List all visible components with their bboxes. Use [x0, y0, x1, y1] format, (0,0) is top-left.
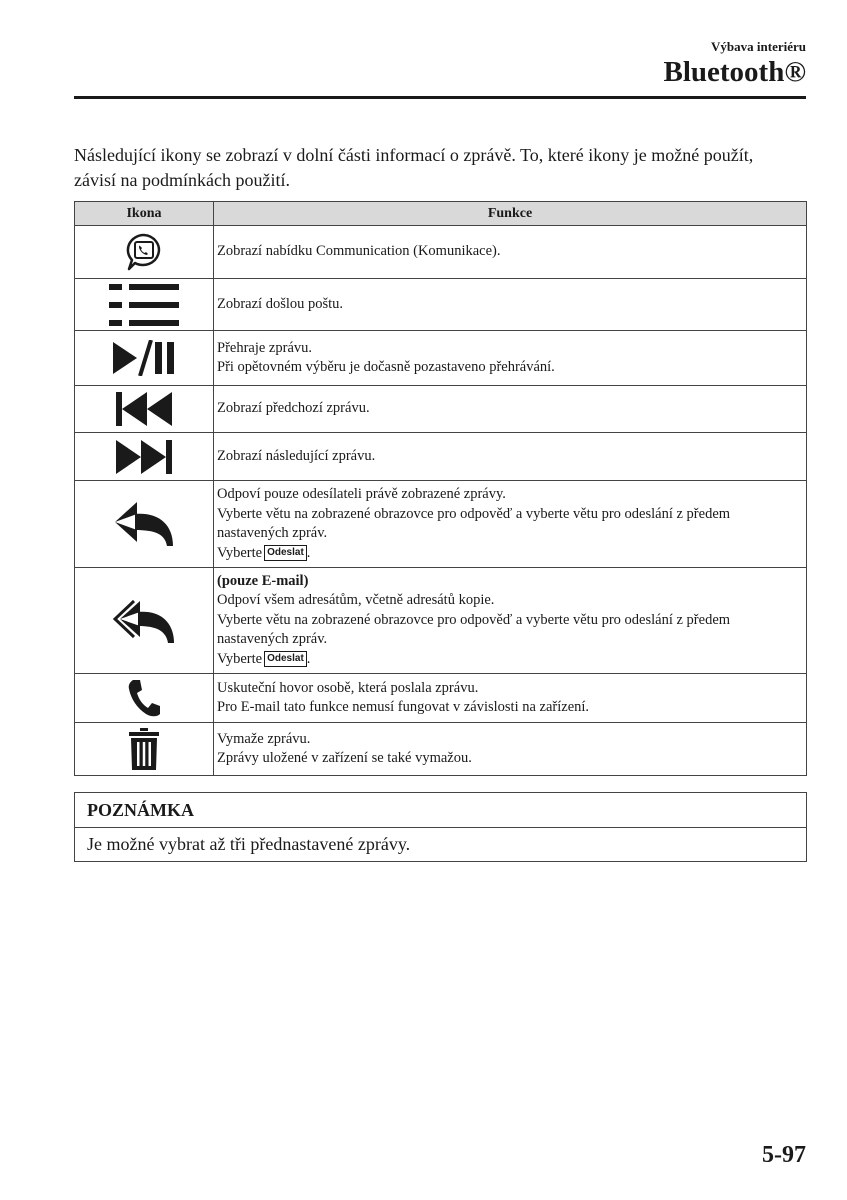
function-text: Přehraje zprávu.: [217, 339, 313, 356]
table-row: [75, 723, 807, 776]
icon-cell: [75, 433, 214, 481]
icon-cell: [75, 568, 214, 674]
icon-cell: [75, 723, 214, 776]
function-text: Zobrazí došlou poštu.: [217, 295, 344, 312]
reply-all-icon: [112, 599, 176, 643]
function-cell: [214, 331, 807, 386]
function-cell: [214, 386, 807, 433]
note-box: [74, 792, 807, 862]
table-row: [75, 433, 807, 481]
function-cell: [214, 279, 807, 331]
select-prefix: Vyberte: [217, 650, 263, 667]
select-prefix: Vyberte: [217, 544, 263, 561]
function-cell: [214, 433, 807, 481]
function-cell: [214, 723, 807, 776]
icon-cell: [75, 331, 214, 386]
icon-cell: [75, 481, 214, 568]
function-text: Zobrazí nabídku Communication (Komunikace).: [217, 243, 501, 260]
column-header-icon: Ikona: [75, 202, 214, 226]
page-title: Bluetooth®: [663, 56, 806, 88]
icon-cell: [75, 386, 214, 433]
section-label: Výbava interiéru: [711, 39, 806, 54]
reply-icon: [113, 502, 175, 546]
function-cell: [214, 568, 807, 674]
send-button: Odeslat: [264, 651, 307, 667]
page-number: 5-97: [762, 1142, 806, 1168]
table-row: [75, 386, 807, 433]
select-line: [217, 650, 800, 670]
inbox-list-icon: [109, 284, 179, 326]
icon-cell: [75, 226, 214, 279]
phone-icon: [127, 679, 161, 717]
function-cell: [214, 226, 807, 279]
function-text: Zprávy uložené v zařízení se také vymažou.: [217, 750, 472, 766]
table-row: [75, 226, 807, 279]
next-icon: [116, 440, 172, 474]
table-row: [75, 568, 807, 674]
function-text: Při opětovném výběru je dočasně pozastaveno přehrávání.: [217, 359, 555, 375]
function-text: Odpoví všem adresátům, včetně adresátů kopie.: [217, 592, 495, 609]
function-text: Zobrazí předchozí zprávu.: [217, 400, 370, 417]
table-header-row: [75, 202, 807, 226]
table-row: [75, 279, 807, 331]
column-header-function: Funkce: [214, 202, 807, 226]
communication-icon: [124, 232, 164, 272]
select-suffix: .: [306, 544, 311, 561]
play-pause-icon: [113, 340, 175, 376]
icon-cell: [75, 279, 214, 331]
function-cell: [214, 674, 807, 723]
email-only-qualifier: (pouze E-mail): [217, 572, 309, 589]
table-row: [75, 674, 807, 723]
icon-table: [74, 201, 807, 776]
function-text: Odpoví pouze odesílateli právě zobrazené zprávy.: [217, 486, 506, 502]
table-row: [75, 481, 807, 568]
function-cell: [214, 481, 807, 568]
note-text: Je možné vybrat až tři přednastavené zprávy.: [87, 834, 411, 854]
note-heading: POZNÁMKA: [75, 793, 806, 828]
select-suffix: .: [306, 650, 311, 667]
table-row: [75, 331, 807, 386]
function-text: Zobrazí následující zprávu.: [217, 447, 376, 464]
title-rule: [74, 96, 806, 99]
select-line: [217, 544, 800, 564]
intro-paragraph: Následující ikony se zobrazí v dolní části informací o zprávě. To, které ikony je možné použít, závisí na podmínkách použití.: [74, 145, 754, 190]
previous-icon: [116, 392, 172, 426]
trash-icon: [128, 728, 160, 770]
function-text: Vyberte větu na zobrazené obrazovce pro odpověď a vyberte větu pro odeslání z předem nastavených zpráv.: [217, 505, 731, 541]
send-button: Odeslat: [264, 545, 307, 561]
icon-cell: [75, 674, 214, 723]
function-text: Uskuteční hovor osobě, která poslala zprávu.: [217, 679, 479, 696]
function-text: Vyberte větu na zobrazené obrazovce pro odpověď a vyberte větu pro odeslání z předem nastavených zpráv.: [217, 611, 731, 648]
function-text: Vymaže zprávu.: [217, 730, 311, 747]
function-text: Pro E-mail tato funkce nemusí fungovat v závislosti na zařízení.: [217, 699, 590, 715]
